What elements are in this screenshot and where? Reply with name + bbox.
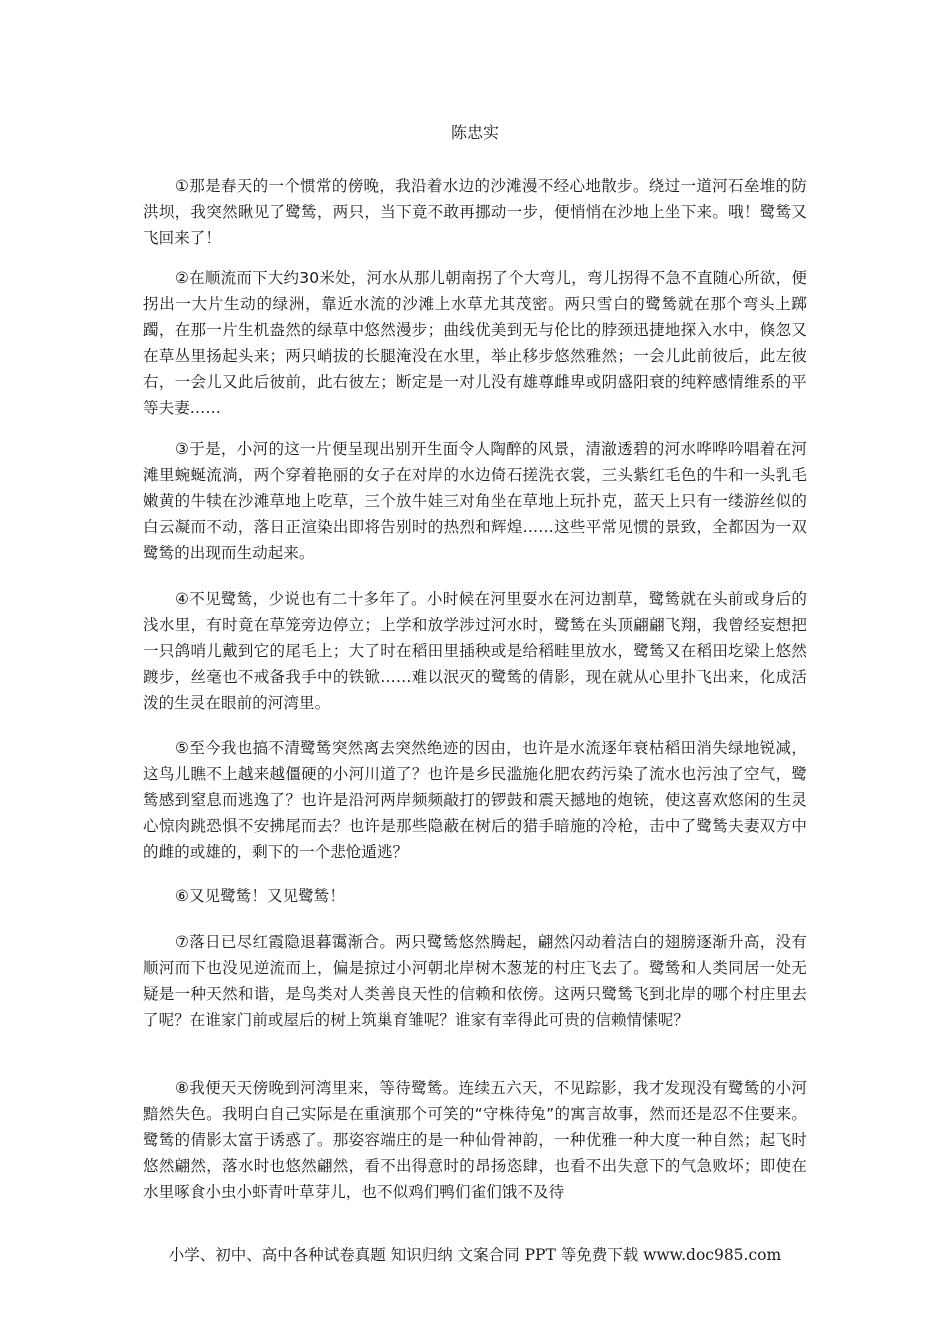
paragraph-5: ⑤至今我也搞不清鹭鸶突然离去突然绝迹的因由，也许是水流逐年衰枯稻田消失绿地锐减，这鸟儿瞧不上越来越僵硬的小河川道了？也许是乡民滥施化肥农药污染了流水也污浊了空气，鹭鸶感到窒息而逃逸了？也许是沿河两岸频频敲打的锣鼓和震天撼地的炮铳，使这喜欢悠闲的生灵心惊肉跳恐惧不安拂尾而去？也许是那些隐蔽在树后的猎手暗施的冷枪，击中了鹭鸶夫妻双方中的雌的或雄的，剩下的一个悲怆遁逃？ bbox=[143, 739, 807, 861]
paragraph-6: ⑥又见鹭鸶！又见鹭鸶！ bbox=[175, 887, 345, 905]
author-name: 陈忠实 bbox=[450, 123, 499, 142]
paragraph-1: ①那是春天的一个惯常的傍晚，我沿着水边的沙滩漫不经心地散步。绕过一道河石垒堆的防洪坝，我突然瞅见了鹭鸶，两只，当下竟不敢再挪动一步，便悄悄在沙地上坐下来。哦！鹭鸶又飞回来了！ bbox=[143, 177, 807, 247]
paragraph-8: ⑧我便天天傍晚到河湾里来，等待鹭鸶。连续五六天，不见踪影，我才发现没有鹭鸶的小河黯然失色。我明白自己实际是在重演那个可笑的“守株待兔”的寓言故事，然而还是忍不住要来。鹭鸶的倩影太富于诱惑了。那姿容端庄的是一种仙骨神韵，一种优雅一种大度一种自然；起飞时悠然翩然，落水时也悠然翩然，看不出得意时的昂扬恣肆，也看不出失意下的气急败坏；即使在水里啄食小虫小虾青叶草芽儿，也不似鸡们鸭们雀们饿不及待 bbox=[143, 1079, 807, 1201]
paragraph-7: ⑦落日已尽红霞隐退暮霭渐合。两只鹭鸶悠然腾起，翩然闪动着洁白的翅膀逐渐升高，没有顺河而下也没见逆流而上，偏是掠过小河朝北岸树木葱茏的村庄飞去了。鹭鸶和人类同居一处无疑是一种天然和谐，是鸟类对人类善良天性的信赖和依傍。这两只鹭鸶飞到北岸的哪个村庄里去了呢？在谁家门前或屋后的树上筑巢育雏呢？谁家有幸得此可贵的信赖情愫呢？ bbox=[143, 933, 807, 1029]
paragraph-3: ③于是，小河的这一片便呈现出别开生面令人陶醉的风景，清澈透碧的河水哗哗吟唱着在河滩里蜿蜒流淌，两个穿着艳丽的女子在对岸的水边倚石搓洗衣裳，三头紫红毛色的牛和一头乳毛嫩黄的牛犊在沙滩草地上吃草，三个放牛娃三对角坐在草地上玩扑克，蓝天上只有一缕游丝似的白云凝而不动，落日正渲染出即将告别时的热烈和辉煌……这些平常见惯的景致，全都因为一双鹭鸶的出现而生动起来。 bbox=[143, 440, 807, 562]
paragraph-2: ②在顺流而下大约30米处，河水从那儿朝南拐了个大弯儿，弯儿拐得不急不直随心所欲，便拐出一大片生动的绿洲，靠近水流的沙滩上水草尤其茂密。两只雪白的鹭鸶就在那个弯头上踯躅，在那一片生机盎然的绿草中悠然漫步；曲线优美到无与伦比的脖颈迅捷地探入水中，倏忽又在草丛里扬起头来；两只峭拔的长腿淹没在水里，举止移步悠然雅然；一会儿此前彼后，此左彼右，一会儿又此后彼前，此右彼左；断定是一对儿没有雄尊雌卑或阴盛阳衰的纯粹感情维系的平等夫妻…… bbox=[143, 269, 807, 417]
footer-link-text[interactable]: 小学、初中、高中各种试卷真题 知识归纳 文案合同 PPT 等免费下载 www.doc985.com bbox=[168, 1246, 782, 1264]
paragraph-4: ④不见鹭鸶，少说也有二十多年了。小时候在河里耍水在河边割草，鹭鸶就在头前或身后的浅水里，有时竟在草笼旁边停立；上学和放学涉过河水时，鹭鸶在头顶翩翩飞翔，我曾经妄想把一只鸽哨儿戴到它的尾毛上；大了时在稻田里插秧或是给稻畦里放水，鹭鸶又在稻田圪梁上悠然踱步，丝毫也不戒备我手中的铁锨……难以泯灭的鹭鸶的倩影，现在就从心里扑飞出来，化成活泼的生灵在眼前的河湾里。 bbox=[143, 590, 807, 712]
